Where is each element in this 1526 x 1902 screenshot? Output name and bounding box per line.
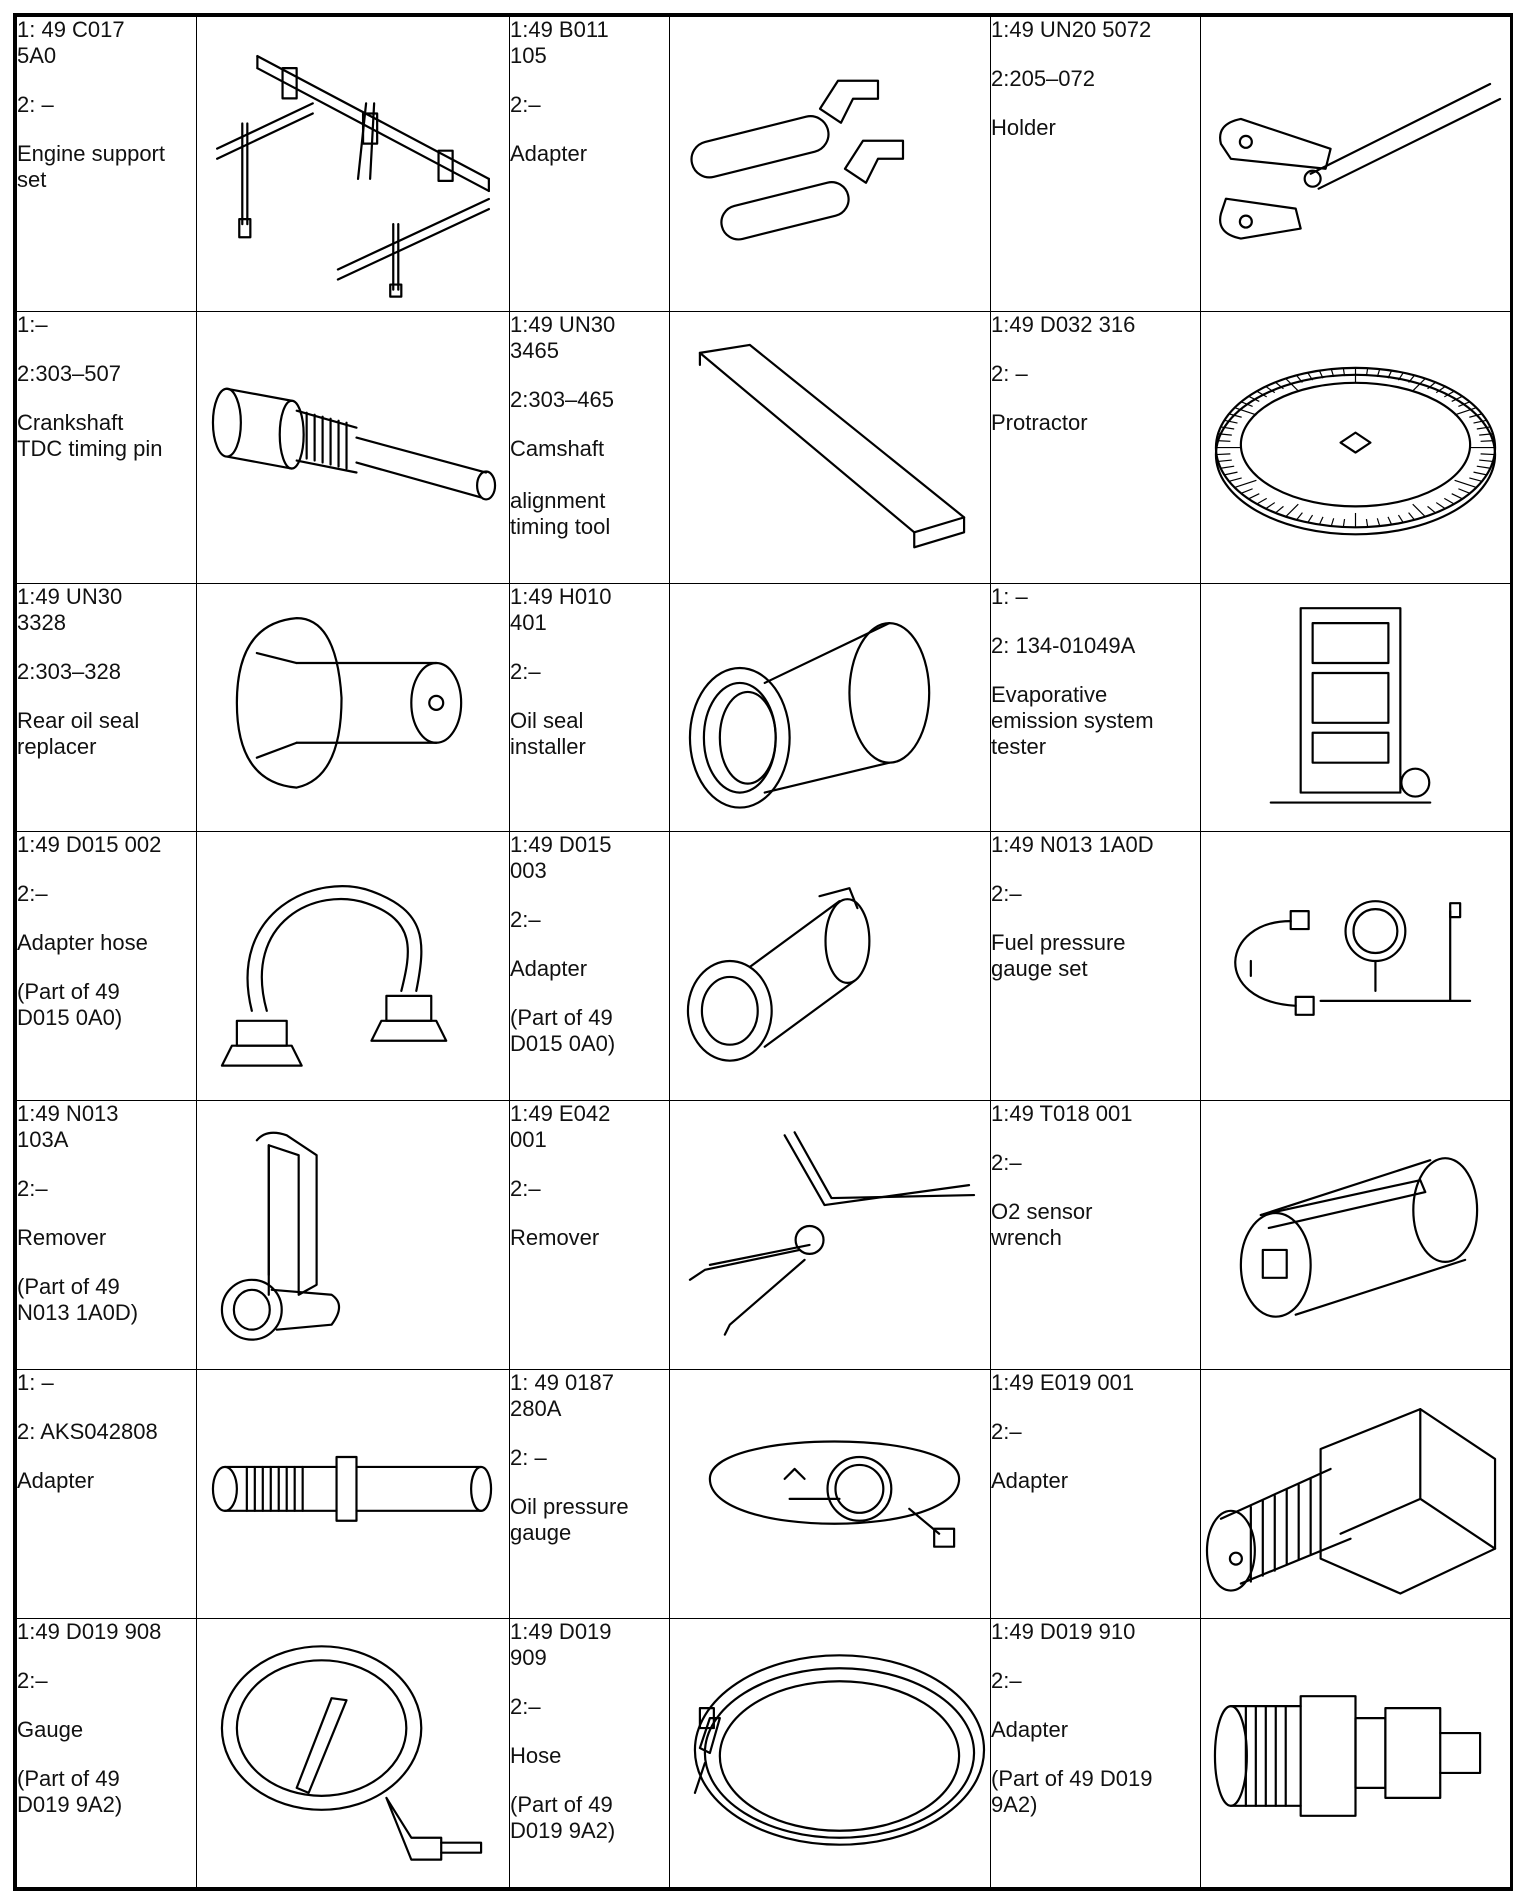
tool-name: Crankshaft TDC timing pin — [17, 409, 163, 461]
protractor-tick — [1458, 488, 1469, 493]
protractor-tick — [1235, 480, 1257, 487]
tool-illustration-cell — [670, 17, 991, 312]
tool-alt-number: 2:303–328 — [17, 658, 121, 684]
protractor-disc-icon — [1201, 312, 1510, 583]
tool-illustration-cell — [197, 1370, 510, 1619]
tool-illustration-cell — [197, 1101, 510, 1370]
tool-info-cell — [17, 583, 197, 832]
tool-info-cell — [510, 1370, 670, 1619]
tool-info-cell — [17, 1101, 197, 1370]
seal-replacer-icon — [197, 584, 509, 832]
protractor-tick — [1319, 516, 1323, 524]
protractor-tick — [1398, 515, 1403, 522]
protractor-tick — [1474, 472, 1487, 475]
tool-alt-number: 2:205–072 — [991, 66, 1095, 91]
tool-illustration-cell — [197, 832, 510, 1101]
tool-alt-number: 2: – — [510, 1445, 547, 1471]
fuel-gauge-set-icon — [1201, 832, 1510, 1100]
protractor-tick — [1469, 477, 1482, 480]
tool-alt-number: 2:– — [991, 1150, 1022, 1176]
sensor-socket-icon — [1201, 1101, 1510, 1369]
tool-illustration-cell — [670, 1101, 991, 1370]
threaded-adapter-icon — [197, 1370, 509, 1618]
tool-part-number: 1:49 D019 909 — [510, 1619, 612, 1671]
table-row — [17, 311, 1511, 583]
tool-part-number: 1:49 UN30 3328 — [17, 583, 123, 635]
tool-note: (Part of 49 D019 9A2) — [17, 1766, 123, 1818]
tool-illustration-cell — [197, 583, 510, 832]
special-tools-table — [13, 13, 1513, 1891]
tool-illustration-cell — [197, 1619, 510, 1888]
protractor-tick — [1216, 440, 1230, 441]
protractor-tick — [1444, 498, 1454, 504]
tool-illustration-cell — [197, 17, 510, 312]
protractor-tick — [1216, 453, 1230, 454]
tool-part-number: 1:– — [17, 311, 48, 337]
tool-name: Adapter — [991, 1468, 1069, 1494]
protractor-tick — [1297, 512, 1303, 519]
protractor-tick — [1413, 504, 1426, 516]
tool-name: Fuel pressure gauge set — [991, 930, 1126, 982]
tool-alt-number: 2:– — [17, 881, 48, 907]
tool-info-cell — [991, 583, 1201, 832]
tool-name: Remover — [17, 1225, 107, 1251]
protractor-tick — [1331, 518, 1333, 526]
protractor-tick — [1479, 460, 1493, 461]
tool-alt-number: 2:– — [17, 1668, 48, 1694]
adapter-sleeve-icon — [670, 832, 990, 1100]
alignment-bar-icon — [670, 312, 990, 583]
tool-illustration-cell — [1201, 17, 1511, 312]
adapter-pins-icon — [670, 17, 990, 311]
tool-name: Oil pressure gauge — [510, 1494, 629, 1546]
tool-name: Adapter — [17, 1468, 95, 1494]
tool-info-cell — [510, 832, 670, 1101]
protractor-tick — [1377, 518, 1379, 526]
tool-info-cell — [510, 583, 670, 832]
tool-info-cell — [510, 1619, 670, 1888]
tool-part-number: 1:49 D019 908 — [17, 1619, 162, 1645]
oil-gauge-icon — [670, 1370, 990, 1618]
tool-info-cell — [991, 1619, 1201, 1888]
tool-part-number: 1:49 D015 003 — [510, 832, 612, 884]
tool-info-cell — [17, 832, 197, 1101]
tool-info-cell — [17, 1370, 197, 1619]
protractor-tick — [1481, 440, 1495, 441]
tool-part-number: 1:49 H010 401 — [510, 583, 612, 635]
tool-name: Adapter — [510, 956, 588, 982]
protractor-tick — [1481, 453, 1495, 454]
tool-part-number: 1: – — [17, 1370, 54, 1396]
tool-info-cell — [991, 1101, 1201, 1370]
tool-note: (Part of 49 N013 1A0D) — [17, 1274, 139, 1326]
table-row — [17, 1101, 1511, 1370]
emission-tester-cart-icon — [1201, 584, 1510, 832]
protractor-tick — [1436, 502, 1445, 508]
tool-part-number: 1: 49 C017 5A0 — [17, 17, 125, 68]
table-row — [17, 1619, 1511, 1888]
protractor-tick — [1308, 515, 1313, 522]
protractor-tick — [1388, 516, 1392, 524]
tool-illustration-cell — [670, 1619, 991, 1888]
table-row — [17, 583, 1511, 832]
tool-alt-number: 2:– — [510, 1694, 541, 1720]
timing-pin-icon — [197, 312, 509, 583]
adapter-hose-icon — [197, 832, 509, 1100]
tool-info-cell — [510, 17, 670, 312]
tool-alt-number: 2:– — [510, 1176, 541, 1202]
tool-alt-number: 2:– — [510, 92, 541, 117]
tool-info-cell — [991, 1370, 1201, 1619]
tool-illustration-cell — [1201, 832, 1511, 1101]
tool-info-cell — [991, 311, 1201, 583]
tool-name: Rear oil seal replacer — [17, 707, 140, 759]
tool-illustration-cell — [1201, 311, 1511, 583]
pressure-gauge-icon — [197, 1619, 509, 1887]
tool-name: Camshaft alignment timing tool — [510, 435, 611, 539]
tool-illustration-cell — [197, 311, 510, 583]
tool-part-number: 1:49 E019 001 — [991, 1370, 1135, 1396]
protractor-tick — [1409, 512, 1415, 519]
table-row — [17, 832, 1511, 1101]
pliers-icon — [670, 1101, 990, 1369]
tool-illustration-cell — [670, 583, 991, 832]
tool-name: Evaporative emission system tester — [991, 681, 1154, 759]
tool-part-number: 1: – — [991, 583, 1028, 609]
tool-alt-number: 2:– — [991, 1419, 1022, 1445]
hex-adapter-icon — [1201, 1370, 1510, 1618]
protractor-tick — [1249, 493, 1260, 498]
protractor-tick — [1257, 498, 1267, 504]
protractor-tick — [1229, 477, 1242, 480]
tool-part-number: 1: 49 0187 280A — [510, 1370, 614, 1422]
tool-name: Holder — [991, 115, 1056, 140]
tool-name: Remover — [510, 1225, 600, 1251]
tool-illustration-cell — [1201, 1370, 1511, 1619]
tool-part-number: 1:49 D015 002 — [17, 832, 162, 858]
tool-alt-number: 2: 134-01049A — [991, 632, 1136, 658]
protractor-tick — [1266, 502, 1275, 508]
tool-name: Hose — [510, 1743, 562, 1769]
tool-part-number: 1:49 UN30 3465 — [510, 311, 616, 363]
tool-alt-number: 2:303–507 — [17, 360, 121, 386]
tool-illustration-cell — [1201, 583, 1511, 832]
protractor-tick — [1224, 472, 1237, 475]
tool-alt-number: 2:– — [510, 907, 541, 933]
protractor-tick — [1218, 460, 1232, 461]
tool-name: Protractor — [991, 409, 1088, 435]
tool-part-number: 1:49 D032 316 — [991, 311, 1136, 337]
tool-note: (Part of 49 D015 0A0) — [17, 979, 123, 1031]
tool-name: Engine support set — [17, 141, 165, 192]
tool-info-cell — [17, 1619, 197, 1888]
tool-illustration-cell — [1201, 1101, 1511, 1370]
protractor-tick — [1241, 488, 1252, 493]
protractor-tick — [1452, 493, 1463, 498]
tool-name: Adapter hose — [17, 930, 148, 956]
tool-info-cell — [17, 311, 197, 583]
tool-name: O2 sensor wrench — [991, 1199, 1093, 1251]
tool-alt-number: 2:– — [991, 881, 1022, 907]
tool-part-number: 1:49 N013 1A0D — [991, 832, 1154, 858]
tool-name: Oil seal installer — [510, 707, 586, 759]
protractor-tick — [1275, 506, 1283, 513]
protractor-tick — [1428, 506, 1436, 513]
tool-part-number: 1:49 T018 001 — [991, 1101, 1133, 1127]
tool-name: Adapter — [510, 141, 588, 166]
tool-alt-number: 2:– — [510, 658, 541, 684]
tool-alt-number: 2: – — [991, 360, 1028, 386]
tool-info-cell — [991, 832, 1201, 1101]
tool-part-number: 1:49 B011 105 — [510, 17, 609, 68]
protractor-tick — [1343, 519, 1344, 527]
protractor-tick — [1455, 480, 1477, 487]
tool-illustration-cell — [670, 832, 991, 1101]
holder-wrench-icon — [1201, 17, 1510, 311]
table-row — [17, 1370, 1511, 1619]
tool-illustration-cell — [670, 1370, 991, 1619]
tool-note: (Part of 49 D019 9A2) — [510, 1792, 616, 1844]
tool-note: (Part of 49 D019 9A2) — [991, 1766, 1153, 1818]
tool-illustration-cell — [1201, 1619, 1511, 1888]
tool-illustration-cell — [670, 311, 991, 583]
protractor-tick — [1477, 466, 1490, 468]
protractor-tick — [1366, 519, 1367, 527]
quick-coupler-icon — [1201, 1619, 1510, 1887]
tool-note: (Part of 49 D015 0A0) — [510, 1005, 616, 1057]
tool-info-cell — [17, 17, 197, 312]
protractor-tick — [1221, 466, 1234, 468]
tool-name: Adapter — [991, 1717, 1069, 1743]
table-row — [17, 17, 1511, 312]
protractor-tick — [1286, 504, 1299, 516]
tool-alt-number: 2:303–465 — [510, 386, 614, 412]
coiled-hose-icon — [670, 1619, 990, 1887]
tool-part-number: 1:49 E042 001 — [510, 1101, 611, 1153]
remover-clip-icon — [197, 1101, 509, 1369]
tool-alt-number: 2: – — [17, 92, 54, 117]
tool-part-number: 1:49 N013 103A — [17, 1101, 119, 1153]
tool-info-cell — [510, 1101, 670, 1370]
tool-alt-number: 2:– — [991, 1668, 1022, 1694]
tool-info-cell — [991, 17, 1201, 312]
tool-part-number: 1:49 UN20 5072 — [991, 17, 1152, 42]
tool-alt-number: 2:– — [17, 1176, 48, 1202]
tool-alt-number: 2: AKS042808 — [17, 1419, 158, 1445]
seal-installer-icon — [670, 584, 990, 832]
tool-part-number: 1:49 D019 910 — [991, 1619, 1136, 1645]
engine-support-set-icon — [197, 17, 509, 311]
tool-info-cell — [510, 311, 670, 583]
tool-name: Gauge — [17, 1717, 84, 1743]
